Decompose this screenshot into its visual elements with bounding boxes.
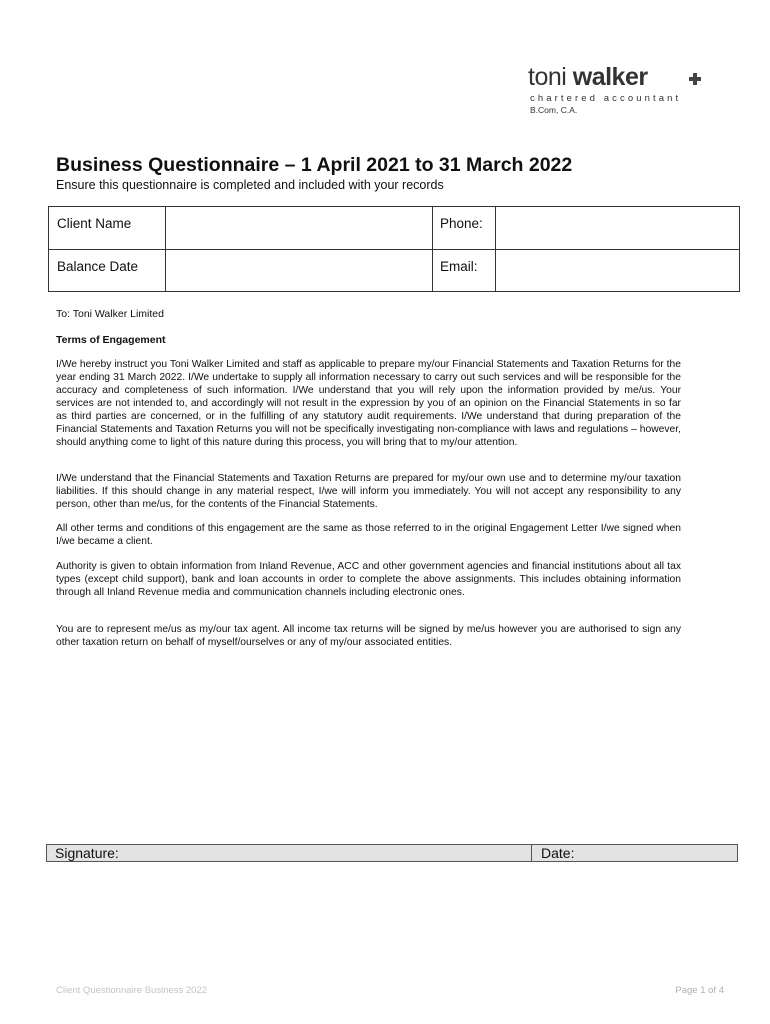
terms-heading: Terms of Engagement	[56, 334, 166, 346]
footer-document-name: Client Questionnaire Business 2022	[56, 985, 208, 996]
logo-credentials: B.Com, C.A.	[530, 105, 578, 115]
balance-date-label: Balance Date	[57, 259, 139, 274]
signature-bar	[46, 844, 738, 862]
client-name-field[interactable]	[166, 207, 432, 249]
date-label[interactable]: Date:	[541, 845, 575, 861]
email-field[interactable]	[496, 250, 739, 292]
signature-divider	[531, 845, 532, 861]
email-label: Email:	[440, 259, 478, 274]
terms-paragraph: Authority is given to obtain information from Inland Revenue, ACC and other government agencies and financial institutions about all tax types (except child support), bank and loan accounts in order to complete the above assignments. This includes obtaining information through all Inland Revenue media and communication channels including electronic ones.	[56, 561, 681, 598]
phone-label: Phone:	[440, 216, 483, 231]
page-title: Business Questionnaire – 1 April 2021 to 31 March 2022	[56, 154, 573, 176]
addressee-line: To: Toni Walker Limited	[56, 308, 164, 320]
phone-field[interactable]	[496, 207, 739, 249]
footer-page-number: Page 1 of 4	[675, 985, 724, 996]
balance-date-field[interactable]	[166, 250, 432, 292]
client-name-label: Client Name	[57, 216, 132, 231]
logo-wordmark	[528, 62, 648, 92]
logo-tagline: chartered accountant	[530, 93, 682, 104]
terms-paragraph: I/We hereby instruct you Toni Walker Limited and staff as applicable to prepare my/our Financial Statements and Taxation Returns for the year ending 31 March 2022. I/We undertake to supply all information necessary to carry out such services and will be responsible for the accuracy and completeness of such information. I/We understand that you will rely upon the information provided by me/us. Your services are not intended to, and accordingly will not result in the expression by you of an opinion on the Financial Statements in so far as third parties are concerned, or in the fulfilling of any statutory audit requirements. I/We understand that during preparation of the Financial Statements and Taxation Returns you will not be specifically investigating non-compliance with laws and regulations – however, should anything come to light of this nature during this process, you will bring that to my/our attention.	[56, 359, 681, 448]
client-info-table	[48, 206, 740, 292]
logo-last-name: walker	[572, 63, 648, 91]
page-subtitle: Ensure this questionnaire is completed and included with your records	[56, 178, 444, 192]
company-logo	[528, 62, 708, 122]
terms-paragraph: All other terms and conditions of this engagement are the same as those referred to in the original Engagement Letter I/we signed when I/we became a client.	[56, 523, 681, 547]
terms-paragraph: I/We understand that the Financial Statements and Taxation Returns are prepared for my/our own use and to determine my/our taxation liabilities. If this should change in any material respect, I/we will inform you immediately. You will not accept any responsibility to any person, other than me/us, for the contents of the Financial Statements.	[56, 473, 681, 510]
signature-label[interactable]: Signature:	[55, 845, 119, 861]
logo-first-name: toni	[528, 63, 567, 91]
logo-cross-icon	[688, 72, 702, 86]
terms-paragraph: You are to represent me/us as my/our tax agent. All income tax returns will be signed by me/us however you are authorised to sign any other taxation return on behalf of myself/ourselves or any of my/our associated entities.	[56, 624, 681, 648]
